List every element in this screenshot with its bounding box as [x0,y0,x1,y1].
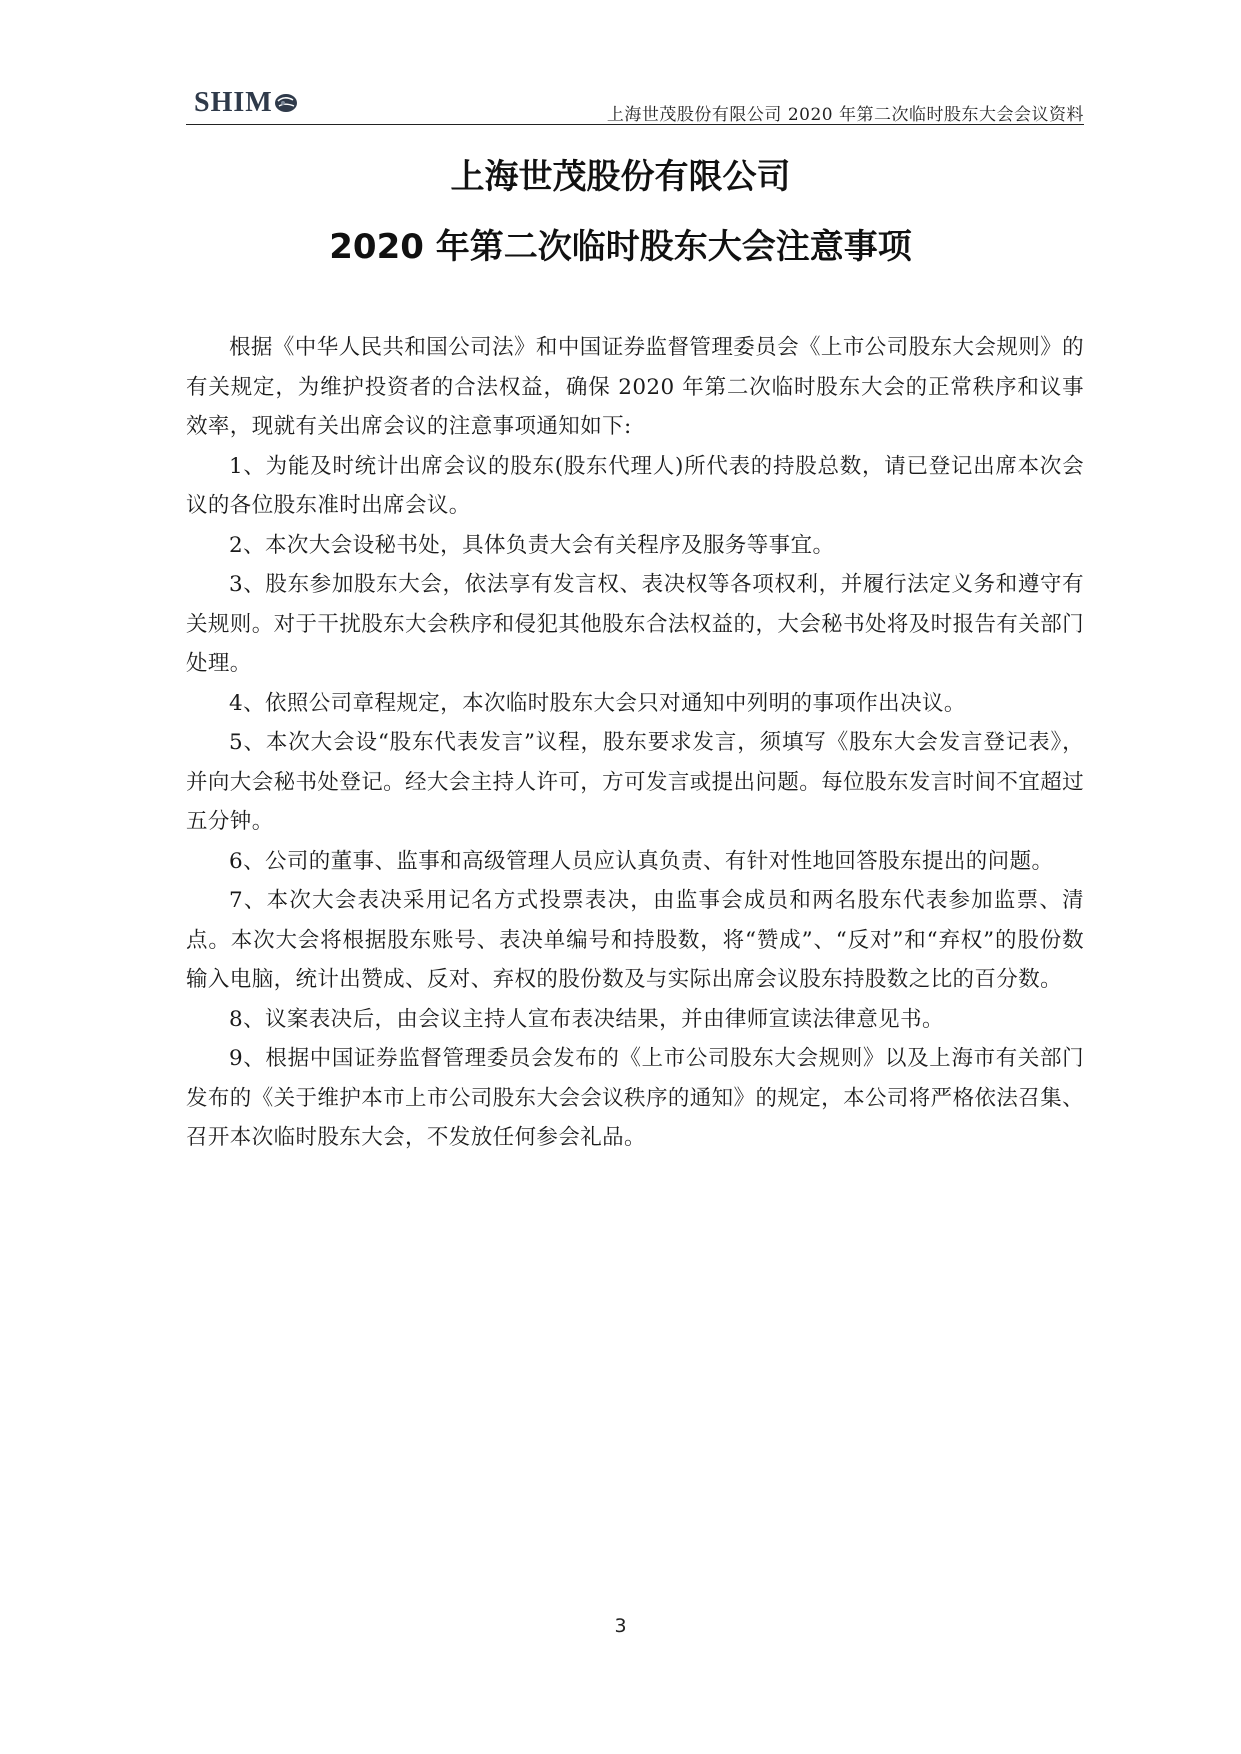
page-header [186,78,1084,125]
page-number: 3 [614,1615,627,1637]
notice-item-8: 8、议案表决后，由会议主持人宣布表决结果，并由律师宣读法律意见书。 [229,1006,944,1032]
notice-item-6: 6、公司的董事、监事和高级管理人员应认真负责、有针对性地回答股东提出的问题。 [229,848,1054,874]
notice-item-2: 2、本次大会设秘书处，具体负责大会有关程序及服务等事宜。 [229,532,835,558]
document-title [0,155,1241,269]
globe-icon [274,93,298,113]
notice-item-7: 7、本次大会表决采用记名方式投票表决，由监事会成员和两名股东代表参加监票、清点。本次大会将根据股东账号、表决单编号和持股数，将“赞成”、“反对”和“弃权”的股份数输入电脑，统计出赞成、反对、弃权的股份数及与实际出席会议股东持股数之比的百分数。 [186,888,1084,992]
notice-item-1: 1、为能及时统计出席会议的股东(股东代理人)所代表的持股总数，请已登记出席本次会议的各位股东准时出席会议。 [186,453,1084,518]
title-subject: 2020 年第二次临时股东大会注意事项 [329,227,912,267]
shimao-logo [194,86,298,120]
intro-paragraph: 根据《中华人民共和国公司法》和中国证券监督管理委员会《上市公司股东大会规则》的有关规定，为维护投资者的合法权益，确保 2020 年第二次临时股东大会的正常秩序和议事效率，现就有关出席会议的注意事项通知如下: [186,335,1084,439]
notice-item-3: 3、股东参加股东大会，依法享有发言权、表决权等各项权利，并履行法定义务和遵守有关规则。对于干扰股东大会秩序和侵犯其他股东合法权益的，大会秘书处将及时报告有关部门处理。 [186,572,1084,676]
document-body [186,328,1084,1158]
header-document-title: 上海世茂股份有限公司 2020 年第二次临时股东大会会议资料 [606,105,1084,125]
notice-item-5: 5、本次大会设“股东代表发言”议程，股东要求发言，须填写《股东大会发言登记表》，并向大会秘书处登记。经大会主持人许可，方可发言或提出问题。每位股东发言时间不宜超过五分钟。 [186,730,1084,834]
notice-item-4: 4、依照公司章程规定，本次临时股东大会只对通知中列明的事项作出决议。 [229,690,966,716]
notice-item-9: 9、根据中国证券监督管理委员会发布的《上市公司股东大会规则》以及上海市有关部门发布的《关于维护本市上市公司股东大会会议秩序的通知》的规定，本公司将严格依法召集、召开本次临时股东大会，不发放任何参会礼品。 [186,1046,1084,1150]
logo-wordmark: SHIM [194,87,273,118]
title-company: 上海世茂股份有限公司 [450,157,791,197]
